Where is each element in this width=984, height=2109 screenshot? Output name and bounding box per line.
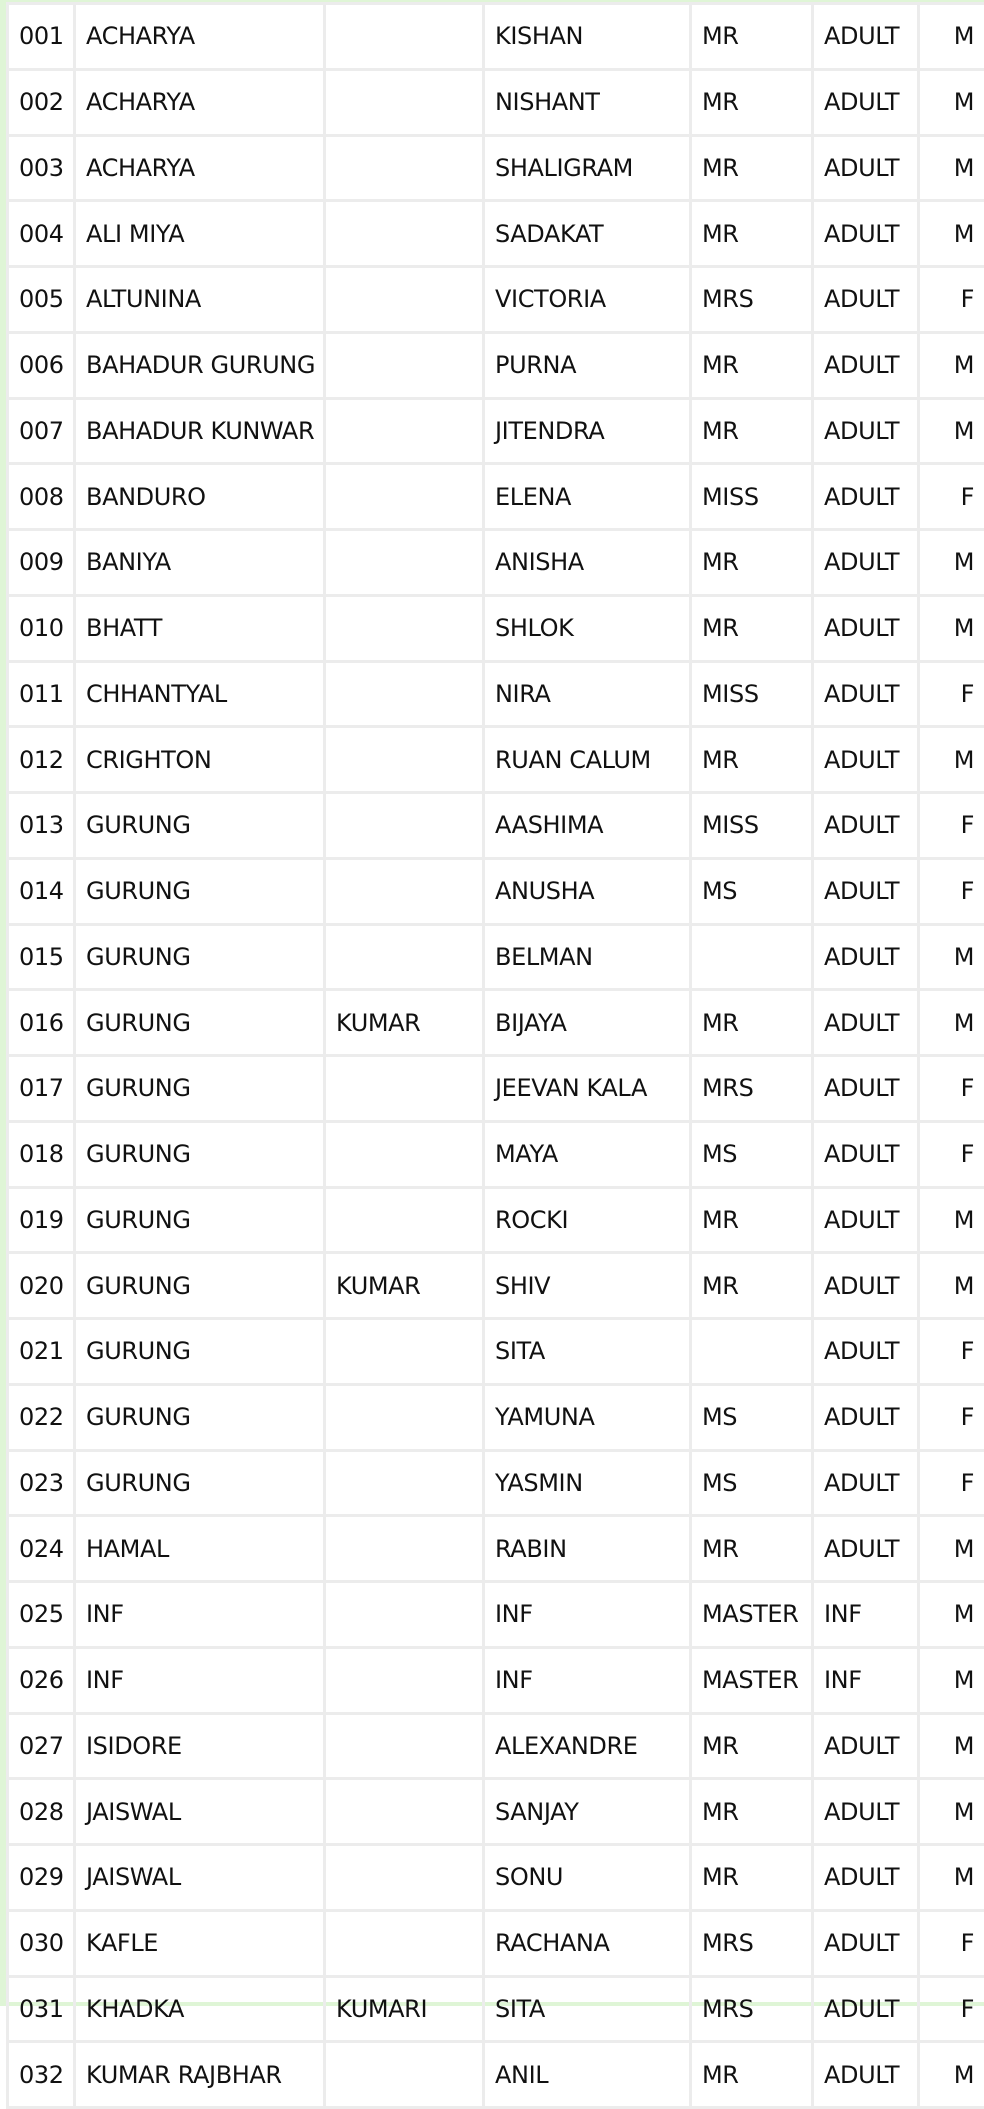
passenger-type-cell: ADULT bbox=[813, 332, 919, 398]
surname-cell: JAISWAL bbox=[75, 1779, 325, 1845]
passenger-type-cell: ADULT bbox=[813, 135, 919, 201]
surname-cell: ALI MIYA bbox=[75, 201, 325, 267]
sex-cell: F bbox=[919, 1910, 984, 1976]
surname-cell: INF bbox=[75, 1647, 325, 1713]
passenger-type-cell: ADULT bbox=[813, 727, 919, 793]
middle-name-cell bbox=[325, 727, 484, 793]
sex-cell: M bbox=[919, 69, 984, 135]
passenger-type-cell: ADULT bbox=[813, 793, 919, 859]
sex-cell: F bbox=[919, 661, 984, 727]
title-cell: MISS bbox=[691, 793, 813, 859]
middle-name-cell bbox=[325, 1910, 484, 1976]
given-name-cell: NIRA bbox=[484, 661, 691, 727]
middle-name-cell bbox=[325, 69, 484, 135]
row-number-cell: 005 bbox=[8, 267, 75, 333]
row-number-cell: 014 bbox=[8, 858, 75, 924]
table-row bbox=[8, 1779, 984, 1845]
sex-cell: F bbox=[919, 1450, 984, 1516]
sex-cell: F bbox=[919, 1319, 984, 1385]
passenger-type-cell: ADULT bbox=[813, 1253, 919, 1319]
title-cell: MR bbox=[691, 398, 813, 464]
sex-cell: M bbox=[919, 332, 984, 398]
row-number-cell: 006 bbox=[8, 332, 75, 398]
middle-name-cell bbox=[325, 530, 484, 596]
table-row bbox=[8, 924, 984, 990]
passenger-table-body bbox=[8, 4, 984, 2108]
title-cell: MISS bbox=[691, 464, 813, 530]
title-cell: MISS bbox=[691, 661, 813, 727]
surname-cell: ACHARYA bbox=[75, 135, 325, 201]
title-cell: MR bbox=[691, 2042, 813, 2108]
sex-cell: F bbox=[919, 1056, 984, 1122]
given-name-cell: ELENA bbox=[484, 464, 691, 530]
surname-cell: CRIGHTON bbox=[75, 727, 325, 793]
given-name-cell: ALEXANDRE bbox=[484, 1713, 691, 1779]
passenger-type-cell: ADULT bbox=[813, 1319, 919, 1385]
title-cell: MR bbox=[691, 1253, 813, 1319]
title-cell: MR bbox=[691, 595, 813, 661]
middle-name-cell: KUMARI bbox=[325, 1976, 484, 2042]
given-name-cell: ANUSHA bbox=[484, 858, 691, 924]
row-number-cell: 001 bbox=[8, 4, 75, 70]
table-row bbox=[8, 595, 984, 661]
title-cell: MR bbox=[691, 1713, 813, 1779]
passenger-type-cell: ADULT bbox=[813, 1845, 919, 1911]
row-number-cell: 026 bbox=[8, 1647, 75, 1713]
sex-cell: M bbox=[919, 1582, 984, 1648]
sex-cell: F bbox=[919, 1976, 984, 2042]
surname-cell: GURUNG bbox=[75, 1450, 325, 1516]
row-number-cell: 020 bbox=[8, 1253, 75, 1319]
given-name-cell: YASMIN bbox=[484, 1450, 691, 1516]
table-row bbox=[8, 793, 984, 859]
given-name-cell: JEEVAN KALA bbox=[484, 1056, 691, 1122]
given-name-cell: SITA bbox=[484, 1976, 691, 2042]
middle-name-cell bbox=[325, 1187, 484, 1253]
given-name-cell: SHALIGRAM bbox=[484, 135, 691, 201]
table-row bbox=[8, 858, 984, 924]
surname-cell: GURUNG bbox=[75, 793, 325, 859]
sex-cell: M bbox=[919, 990, 984, 1056]
row-number-cell: 021 bbox=[8, 1319, 75, 1385]
given-name-cell: SHIV bbox=[484, 1253, 691, 1319]
passenger-type-cell: ADULT bbox=[813, 201, 919, 267]
sex-cell: M bbox=[919, 1779, 984, 1845]
middle-name-cell bbox=[325, 858, 484, 924]
middle-name-cell: KUMAR bbox=[325, 990, 484, 1056]
middle-name-cell: KUMAR bbox=[325, 1253, 484, 1319]
passenger-type-cell: ADULT bbox=[813, 530, 919, 596]
middle-name-cell bbox=[325, 1384, 484, 1450]
passenger-type-cell: INF bbox=[813, 1582, 919, 1648]
row-number-cell: 024 bbox=[8, 1516, 75, 1582]
table-row bbox=[8, 398, 984, 464]
given-name-cell: JITENDRA bbox=[484, 398, 691, 464]
given-name-cell: RABIN bbox=[484, 1516, 691, 1582]
surname-cell: KHADKA bbox=[75, 1976, 325, 2042]
table-row bbox=[8, 1845, 984, 1911]
sex-cell: M bbox=[919, 1713, 984, 1779]
passenger-type-cell: ADULT bbox=[813, 1450, 919, 1516]
title-cell: MS bbox=[691, 1121, 813, 1187]
row-number-cell: 027 bbox=[8, 1713, 75, 1779]
table-row bbox=[8, 1056, 984, 1122]
passenger-type-cell: INF bbox=[813, 1647, 919, 1713]
middle-name-cell bbox=[325, 398, 484, 464]
passenger-type-cell: ADULT bbox=[813, 1384, 919, 1450]
sex-cell: M bbox=[919, 1516, 984, 1582]
given-name-cell: INF bbox=[484, 1647, 691, 1713]
row-number-cell: 022 bbox=[8, 1384, 75, 1450]
surname-cell: GURUNG bbox=[75, 1319, 325, 1385]
middle-name-cell bbox=[325, 1121, 484, 1187]
row-number-cell: 025 bbox=[8, 1582, 75, 1648]
sex-cell: F bbox=[919, 464, 984, 530]
title-cell: MS bbox=[691, 1450, 813, 1516]
row-number-cell: 003 bbox=[8, 135, 75, 201]
sex-cell: F bbox=[919, 1384, 984, 1450]
sex-cell: M bbox=[919, 595, 984, 661]
row-number-cell: 013 bbox=[8, 793, 75, 859]
middle-name-cell bbox=[325, 1319, 484, 1385]
table-row bbox=[8, 1319, 984, 1385]
sex-cell: F bbox=[919, 1121, 984, 1187]
middle-name-cell bbox=[325, 1516, 484, 1582]
surname-cell: GURUNG bbox=[75, 1187, 325, 1253]
passenger-type-cell: ADULT bbox=[813, 1713, 919, 1779]
row-number-cell: 016 bbox=[8, 990, 75, 1056]
given-name-cell: SONU bbox=[484, 1845, 691, 1911]
title-cell: MR bbox=[691, 1845, 813, 1911]
passenger-type-cell: ADULT bbox=[813, 858, 919, 924]
table-row bbox=[8, 135, 984, 201]
table-row bbox=[8, 332, 984, 398]
title-cell: MRS bbox=[691, 1976, 813, 2042]
table-row bbox=[8, 727, 984, 793]
row-number-cell: 002 bbox=[8, 69, 75, 135]
middle-name-cell bbox=[325, 1450, 484, 1516]
surname-cell: BAHADUR KUNWAR bbox=[75, 398, 325, 464]
row-number-cell: 008 bbox=[8, 464, 75, 530]
sex-cell: M bbox=[919, 201, 984, 267]
table-row bbox=[8, 530, 984, 596]
table-row bbox=[8, 1647, 984, 1713]
passenger-type-cell: ADULT bbox=[813, 990, 919, 1056]
given-name-cell: INF bbox=[484, 1582, 691, 1648]
title-cell: MR bbox=[691, 1516, 813, 1582]
surname-cell: BHATT bbox=[75, 595, 325, 661]
table-row bbox=[8, 1910, 984, 1976]
table-row bbox=[8, 661, 984, 727]
sex-cell: M bbox=[919, 2042, 984, 2108]
surname-cell: ACHARYA bbox=[75, 69, 325, 135]
passenger-type-cell: ADULT bbox=[813, 1779, 919, 1845]
row-number-cell: 028 bbox=[8, 1779, 75, 1845]
passenger-type-cell: ADULT bbox=[813, 267, 919, 333]
given-name-cell: BELMAN bbox=[484, 924, 691, 990]
surname-cell: GURUNG bbox=[75, 1253, 325, 1319]
surname-cell: KAFLE bbox=[75, 1910, 325, 1976]
table-row bbox=[8, 201, 984, 267]
passenger-type-cell: ADULT bbox=[813, 464, 919, 530]
middle-name-cell bbox=[325, 135, 484, 201]
surname-cell: ACHARYA bbox=[75, 4, 325, 70]
middle-name-cell bbox=[325, 1845, 484, 1911]
surname-cell: GURUNG bbox=[75, 1056, 325, 1122]
title-cell: MR bbox=[691, 332, 813, 398]
title-cell: MR bbox=[691, 135, 813, 201]
sex-cell: M bbox=[919, 924, 984, 990]
title-cell: MR bbox=[691, 727, 813, 793]
sex-cell: F bbox=[919, 793, 984, 859]
middle-name-cell bbox=[325, 1056, 484, 1122]
title-cell: MR bbox=[691, 990, 813, 1056]
middle-name-cell bbox=[325, 2042, 484, 2108]
title-cell: MS bbox=[691, 1384, 813, 1450]
table-row bbox=[8, 990, 984, 1056]
given-name-cell: SITA bbox=[484, 1319, 691, 1385]
title-cell: MRS bbox=[691, 267, 813, 333]
sex-cell: M bbox=[919, 530, 984, 596]
surname-cell: BAHADUR GURUNG bbox=[75, 332, 325, 398]
given-name-cell: ANISHA bbox=[484, 530, 691, 596]
title-cell bbox=[691, 924, 813, 990]
table-row bbox=[8, 464, 984, 530]
surname-cell: ISIDORE bbox=[75, 1713, 325, 1779]
row-number-cell: 015 bbox=[8, 924, 75, 990]
given-name-cell: AASHIMA bbox=[484, 793, 691, 859]
given-name-cell: ROCKI bbox=[484, 1187, 691, 1253]
passenger-type-cell: ADULT bbox=[813, 1976, 919, 2042]
surname-cell: BANIYA bbox=[75, 530, 325, 596]
given-name-cell: BIJAYA bbox=[484, 990, 691, 1056]
middle-name-cell bbox=[325, 793, 484, 859]
surname-cell: CHHANTYAL bbox=[75, 661, 325, 727]
given-name-cell: PURNA bbox=[484, 332, 691, 398]
passenger-type-cell: ADULT bbox=[813, 1187, 919, 1253]
row-number-cell: 023 bbox=[8, 1450, 75, 1516]
table-row bbox=[8, 69, 984, 135]
row-number-cell: 012 bbox=[8, 727, 75, 793]
passenger-type-cell: ADULT bbox=[813, 661, 919, 727]
middle-name-cell bbox=[325, 1582, 484, 1648]
row-number-cell: 032 bbox=[8, 2042, 75, 2108]
table-row bbox=[8, 1976, 984, 2042]
table-row bbox=[8, 1187, 984, 1253]
table-row bbox=[8, 2042, 984, 2108]
row-number-cell: 029 bbox=[8, 1845, 75, 1911]
title-cell: MRS bbox=[691, 1910, 813, 1976]
row-number-cell: 009 bbox=[8, 530, 75, 596]
row-number-cell: 004 bbox=[8, 201, 75, 267]
given-name-cell: ANIL bbox=[484, 2042, 691, 2108]
middle-name-cell bbox=[325, 661, 484, 727]
sex-cell: M bbox=[919, 727, 984, 793]
sex-cell: F bbox=[919, 858, 984, 924]
table-row bbox=[8, 4, 984, 70]
sex-cell: M bbox=[919, 1253, 984, 1319]
middle-name-cell bbox=[325, 201, 484, 267]
passenger-type-cell: ADULT bbox=[813, 1516, 919, 1582]
passenger-type-cell: ADULT bbox=[813, 69, 919, 135]
middle-name-cell bbox=[325, 464, 484, 530]
surname-cell: INF bbox=[75, 1582, 325, 1648]
title-cell: MS bbox=[691, 858, 813, 924]
surname-cell: HAMAL bbox=[75, 1516, 325, 1582]
row-number-cell: 007 bbox=[8, 398, 75, 464]
middle-name-cell bbox=[325, 1779, 484, 1845]
surname-cell: GURUNG bbox=[75, 924, 325, 990]
given-name-cell: SANJAY bbox=[484, 1779, 691, 1845]
sex-cell: F bbox=[919, 267, 984, 333]
surname-cell: KUMAR RAJBHAR bbox=[75, 2042, 325, 2108]
table-row bbox=[8, 1713, 984, 1779]
title-cell: MASTER bbox=[691, 1647, 813, 1713]
passenger-type-cell: ADULT bbox=[813, 398, 919, 464]
row-number-cell: 030 bbox=[8, 1910, 75, 1976]
row-number-cell: 031 bbox=[8, 1976, 75, 2042]
title-cell: MR bbox=[691, 530, 813, 596]
table-row bbox=[8, 1121, 984, 1187]
given-name-cell: SADAKAT bbox=[484, 201, 691, 267]
title-cell: MR bbox=[691, 4, 813, 70]
middle-name-cell bbox=[325, 595, 484, 661]
middle-name-cell bbox=[325, 1647, 484, 1713]
sex-cell: M bbox=[919, 4, 984, 70]
title-cell: MR bbox=[691, 69, 813, 135]
surname-cell: GURUNG bbox=[75, 990, 325, 1056]
passenger-type-cell: ADULT bbox=[813, 2042, 919, 2108]
surname-cell: JAISWAL bbox=[75, 1845, 325, 1911]
sex-cell: M bbox=[919, 1845, 984, 1911]
passenger-type-cell: ADULT bbox=[813, 1910, 919, 1976]
table-row bbox=[8, 1384, 984, 1450]
middle-name-cell bbox=[325, 1713, 484, 1779]
passenger-table bbox=[6, 2, 984, 2109]
title-cell: MASTER bbox=[691, 1582, 813, 1648]
given-name-cell: RACHANA bbox=[484, 1910, 691, 1976]
table-row bbox=[8, 267, 984, 333]
given-name-cell: NISHANT bbox=[484, 69, 691, 135]
surname-cell: ALTUNINA bbox=[75, 267, 325, 333]
middle-name-cell bbox=[325, 267, 484, 333]
passenger-type-cell: ADULT bbox=[813, 924, 919, 990]
title-cell: MRS bbox=[691, 1056, 813, 1122]
table-row bbox=[8, 1582, 984, 1648]
middle-name-cell bbox=[325, 332, 484, 398]
surname-cell: GURUNG bbox=[75, 1121, 325, 1187]
surname-cell: GURUNG bbox=[75, 1384, 325, 1450]
given-name-cell: KISHAN bbox=[484, 4, 691, 70]
title-cell: MR bbox=[691, 1779, 813, 1845]
row-number-cell: 011 bbox=[8, 661, 75, 727]
given-name-cell: MAYA bbox=[484, 1121, 691, 1187]
surname-cell: BANDURO bbox=[75, 464, 325, 530]
title-cell: MR bbox=[691, 1187, 813, 1253]
row-number-cell: 017 bbox=[8, 1056, 75, 1122]
given-name-cell: VICTORIA bbox=[484, 267, 691, 333]
title-cell: MR bbox=[691, 201, 813, 267]
passenger-type-cell: ADULT bbox=[813, 4, 919, 70]
sex-cell: M bbox=[919, 1647, 984, 1713]
given-name-cell: YAMUNA bbox=[484, 1384, 691, 1450]
table-row bbox=[8, 1516, 984, 1582]
sex-cell: M bbox=[919, 1187, 984, 1253]
surname-cell: GURUNG bbox=[75, 858, 325, 924]
middle-name-cell bbox=[325, 924, 484, 990]
sex-cell: M bbox=[919, 135, 984, 201]
passenger-type-cell: ADULT bbox=[813, 1056, 919, 1122]
title-cell bbox=[691, 1319, 813, 1385]
passenger-type-cell: ADULT bbox=[813, 1121, 919, 1187]
row-number-cell: 019 bbox=[8, 1187, 75, 1253]
sex-cell: M bbox=[919, 398, 984, 464]
row-number-cell: 018 bbox=[8, 1121, 75, 1187]
table-row bbox=[8, 1253, 984, 1319]
table-row bbox=[8, 1450, 984, 1516]
middle-name-cell bbox=[325, 4, 484, 70]
row-number-cell: 010 bbox=[8, 595, 75, 661]
passenger-type-cell: ADULT bbox=[813, 595, 919, 661]
given-name-cell: SHLOK bbox=[484, 595, 691, 661]
given-name-cell: RUAN CALUM bbox=[484, 727, 691, 793]
